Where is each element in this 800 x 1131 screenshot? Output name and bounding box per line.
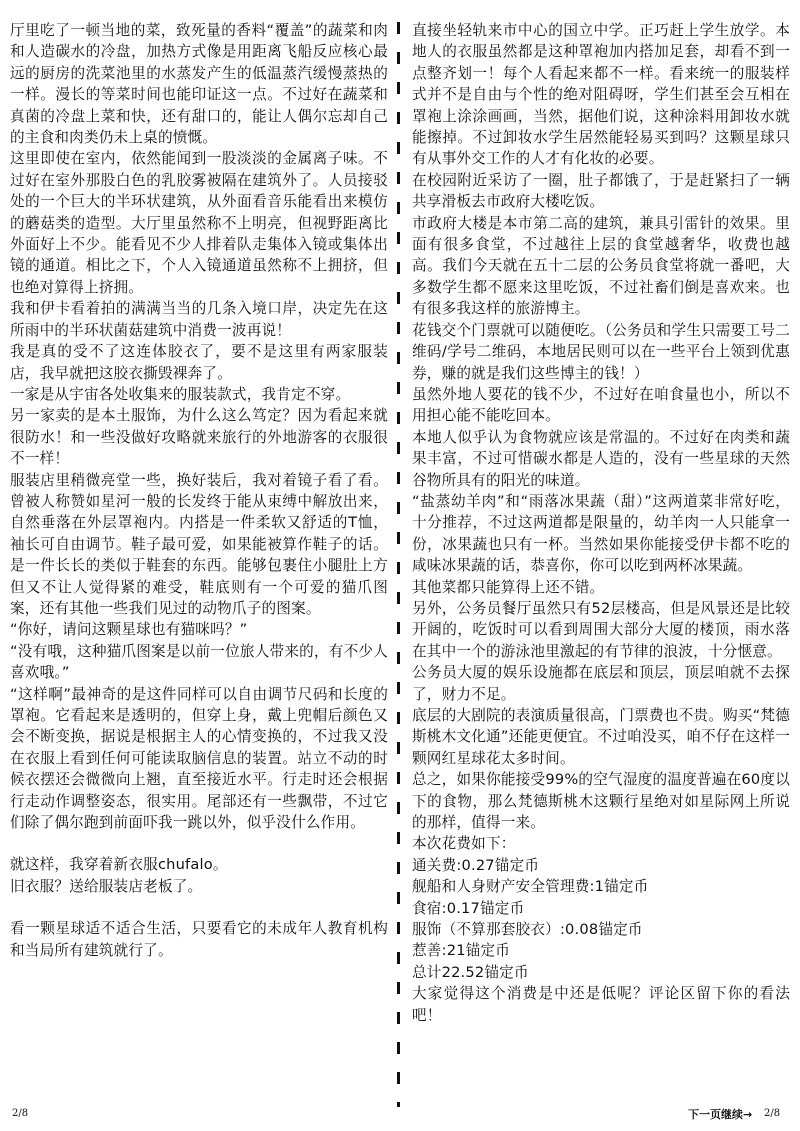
paragraph: 本地人似乎认为食物就应该是常温的。不过好在肉类和蔬果丰富，不过可惜碳水都是人造的，没有一些星球的天然谷物所具有的阳光的味道。 <box>412 428 790 489</box>
paragraph: 我和伊卡看着拍的满满当当的几条入境口岸，决定先在这所雨中的半环状菌菇建筑中消费一波再说！ <box>10 300 388 339</box>
paragraph: 虽然外地人要花的钱不少，不过好在咱食量也小，所以不用担心能不能吃回本。 <box>412 385 790 425</box>
page-number-right: 2/8 <box>764 1108 781 1119</box>
expense-item: 惹善:21锚定币 <box>412 942 511 960</box>
paragraph: 这里即使在室内，依然能闻到一股淡淡的金属离子味。不过好在室外那股白色的乳胶雾被隔在建筑外了。人员接驳处的一个巨大的半环状建筑，从外面看音乐能看出来模仿的蘑菇类的造型。大厅里虽然称不上明亮，但视野距离比外面好上不少。能看见不少人排着队走集体入镜或集体出镜的通道。相比之下，个人入镜通道虽然称不上拥挤，但也绝对算得上挤拥。 <box>10 150 388 296</box>
paragraph: 市政府大楼是本市第二高的建筑，兼具引雷针的效果。里面有很多食堂，不过越往上层的食堂越奢华，收费也越高。我们今天就在五十二层的公务员食堂将就一番吧，大多数学生都不愿来这里吃饭，不过社畜们倒是喜欢来。也有很多我这样的旅游博主。 <box>412 214 790 318</box>
paragraph: 旧衣服？送给服装店老板了。 <box>10 877 203 895</box>
paragraph: 另一家卖的是本土服饰，为什么这么笃定？因为看起来就很防水！和一些没做好攻略就来旅行的外地游客的衣服很不一样！ <box>10 407 388 468</box>
paragraph: 我是真的受不了这连体胶衣了，要不是这里有两家服装店，我早就把这胶衣撕毁裸奔了。 <box>10 343 388 382</box>
paragraph: “盐蒸幼羊肉”和“雨落冰果蔬（甜）”这两道菜非常好吃，十分推荐，不过这两道都是限量的，幼羊肉一人只能拿一份，冰果蔬也只有一杯。当然如果你能接受伊卡都不吃的咸味冰果蔬的话，恭喜你，你可以吃到两杯冰果蔬。 <box>412 492 790 575</box>
right-column <box>412 20 790 1026</box>
expense-item: 通关费:0.27锚定币 <box>412 856 540 874</box>
paragraph: 在校园附近采访了一圈，肚子都饿了，于是赶紧扫了一辆共享滑板去市政府大楼吃饭。 <box>412 171 790 211</box>
paragraph: 公务员大厦的娱乐设施都在底层和顶层，顶层咱就不去探了，财力不足。 <box>412 664 790 703</box>
paragraph: 总之，如果你能接受99%的空气湿度的温度普遍在60度以下的食物，那么梵德斯桃木这颗行星绝对如星际网上所说的那样，值得一来。 <box>412 771 790 832</box>
expense-heading: 本次花费如下： <box>412 835 516 853</box>
paragraph: 服装店里稍微亮堂一些，换好装后，我对着镜子看了看。曾被人称赞如星河一般的长发终于能从束缚中解放出来，自然垂落在外层罩袍内。内搭是一件柔软又舒适的T恤，袖长可自由调节。鞋子最可爱，如果能被算作鞋子的话。是一件长长的类似于鞋套的东西。能够包裹住小腿肚上方但又不让人觉得紧的难受，鞋底则有一个可爱的猫爪图案，还有其他一些我们见过的动物爪子的图案。 <box>10 471 388 617</box>
page-number-left: 2/8 <box>12 1108 29 1119</box>
paragraph: 直接坐轻轨来市中心的国立中学。正巧赶上学生放学。本地人的衣服虽然都是这种罩袍加内搭加足套，却看不到一点整齐划一！每个人看起来都不一样。看来统一的服装样式并不是自由与个性的绝对阻碍呀，学生们甚至会互相在罩袍上涂涂画画，当然，据他们说，这种涂料用卸妆水就能擦掉。不过卸妆水学生居然能轻易买到吗？这颗星球只有从事外交工作的人才有化妆的必要。 <box>412 22 790 168</box>
paragraph: 花钱交个门票就可以随便吃。（公务员和学生只需要工号二维码/学号二维码，本地居民则可以在一些平台上领到优惠券，赚的就是我们这些博主的钱！） <box>412 321 790 382</box>
next-page-link[interactable]: 下一页继续→ <box>688 1108 753 1121</box>
expense-total: 总计22.52锚定币 <box>412 963 529 981</box>
paragraph: 另外，公务员餐厅虽然只有52层楼高，但是风景还是比较开阔的，吃饭时可以看到周围大部分大厦的楼顶，雨水落在其中一个的游泳池里激起的有节律的浪波，十分惬意。 <box>412 599 790 660</box>
dialogue-line: “你好，请问这颗星球也有猫咪吗？” <box>10 621 248 639</box>
paragraph: 其他菜都只能算得上还不错。 <box>412 578 605 596</box>
paragraph: 一家是从宇宙各处收集来的服装款式，我肯定不穿。 <box>10 385 351 403</box>
left-column <box>10 20 388 961</box>
paragraph: 就这样，我穿着新衣服chufalo。 <box>10 856 228 874</box>
paragraph: “这样啊”最神奇的是这件同样可以自由调节尺码和长度的罩袍。它看起来是透明的，但穿上身，戴上兜帽后颜色又会不断变换，据说是根据主人的心情变换的，不过我又没在衣服上看到任何可能读取脑信息的装置。站立不动的时候衣摆还会微微向上翘，直至接近水平。行走时还会根据行走动作调整姿态，很实用。尾部还有一些飘带，不过它们除了偶尔跑到前面吓我一跳以外，似乎没什么作用。 <box>10 685 388 832</box>
dialogue-line: “没有哦，这种猫爪图案是以前一位旅人带来的，有不少人喜欢哦。” <box>10 642 388 682</box>
expense-item: 舰船和人身财产安全管理费:1锚定币 <box>412 878 649 896</box>
paragraph: 底层的大剧院的表演质量很高，门票费也不贵。购买“梵德斯桃木文化通”还能更便宜。不过咱没买，咱不仔在这样一颗网红星球花太多时间。 <box>412 707 790 767</box>
paragraph: 大家觉得这个消费是中还是低呢？评论区留下你的看法吧！ <box>412 985 790 1024</box>
column-divider <box>397 22 400 1107</box>
expense-item: 食宿:0.17锚定币 <box>412 899 525 917</box>
paragraph: 看一颗星球适不适合生活，只要看它的未成年人教育机构和当局所有建筑就行了。 <box>10 920 388 959</box>
paragraph: 厅里吃了一顿当地的菜，致死量的香料“覆盖”的蔬菜和肉和人造碳水的冷盘，加热方式像是用距离飞船反应核心最远的厨房的洗菜池里的水蒸发产生的低温蒸汽缓慢蒸热的一样。漫长的等菜时间也能印证这一点。不过好在蔬菜和真菌的冷盘上菜和快，还有甜口的，能让人偶尔忘却自己的主食和肉类仍未上桌的愤慨。 <box>10 22 388 147</box>
expense-item: 服饰（不算那套胶衣）:0.08锚定币 <box>412 921 643 939</box>
